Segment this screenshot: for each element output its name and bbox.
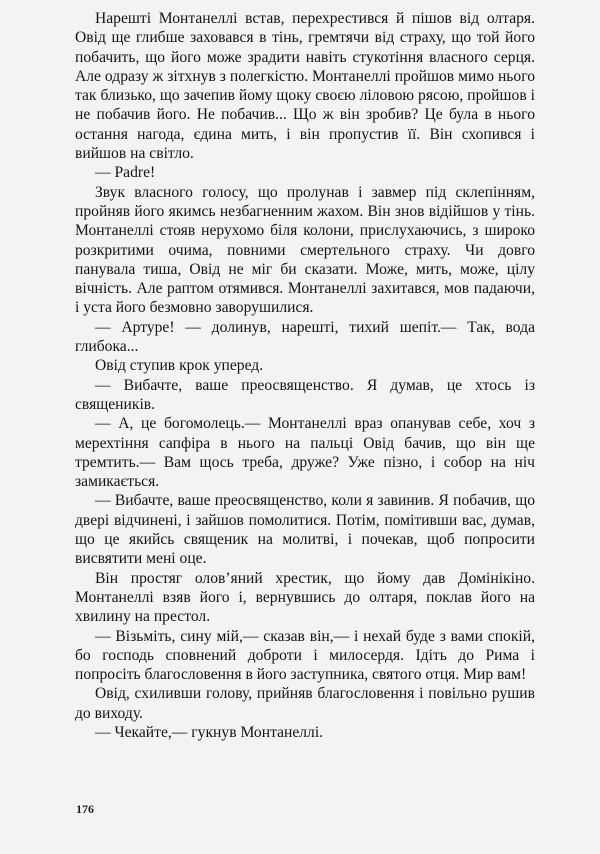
paragraph: Нарешті Монтанеллі встав, перехрестився й пішов від олтаря. Овід ще глибше заховався в тінь, гремтячи від страху, що той його побачить, що його може зрадити навіть стукотіння власного серця. Але одразу ж зітхнув з полегкістю. Монтанеллі пройшов мимо нього так близько, що зачепив йому щоку своєю ліловою рясою, пройшов і не побачив його. Не побачив... Що ж він зробив? Це була в нього остання нагода, єдина мить, і він пропустив її. Він схопився і вийшов на світло. — [75, 10, 535, 163]
paragraph: — Вибачте, ваше преосвященство, коли я завинив. Я побачив, що двері відчинені, і зайшов помолитися. Потім, помітивши вас, думав, що це якийсь священик на молитві, і почекав, щоб попросити висвятити мені оце. — [75, 492, 535, 568]
paragraph: — Артуре! — долинув, нарешті, тихий шепіт.— Так, вода глибока... — [75, 318, 535, 356]
paragraph: — А, це богомолець.— Монтанеллі враз опанував себе, хоч з мерехтіння сапфіра в нього на пальці Овід бачив, що він ще тремтить.— Вам щось треба, друже? Уже пізно, і собор на ніч замикається. — [75, 415, 535, 491]
paragraph: — Чекайте,— гукнув Монтанеллі. — [95, 723, 324, 741]
paragraph: — Padre! — [95, 164, 156, 182]
paragraph: — Вибачте, ваше преосвященство. Я думав, це хтось із священиків. — [75, 376, 535, 413]
page-number: 176 — [76, 802, 94, 816]
paragraph: Звук власного голосу, що пролунав і завмер під склепінням, пройняв його якимсь незбагненним жахом. Він знов відійшов у тінь. Монтанеллі стояв нерухомо біля колони, прислухаючись, з широко розкритими очима, повними смертельного страху. Чи довго панувала тиша, Овід не міг би сказати. Може, мить, може, цілу вічність. Але раптом отямився. Монтанеллі захитався, мов падаючи, і уста його безмовно заворушилися. — [75, 183, 535, 317]
paragraph: Овід, схиливши голову, прийняв благословення і повільно рушив до виходу. — [75, 685, 535, 722]
paragraph: — Візьміть, сину мій,— сказав він,— і нехай буде з вами спокій, бо господь сповнений доброти і милосердя. Ідіть до Рима і попросіть благословення в його заступника, святого отця. Мир вам! — [75, 627, 535, 684]
paragraph: Він простяг олов’яний хрестик, що йому дав Домінікіно. Монтанеллі взяв його і, вернувшись до олтаря, поклав його на хвилину на престол. — [75, 569, 535, 626]
page-text-block — [75, 9, 535, 742]
paragraph: Овід ступив крок уперед. — [95, 357, 264, 375]
